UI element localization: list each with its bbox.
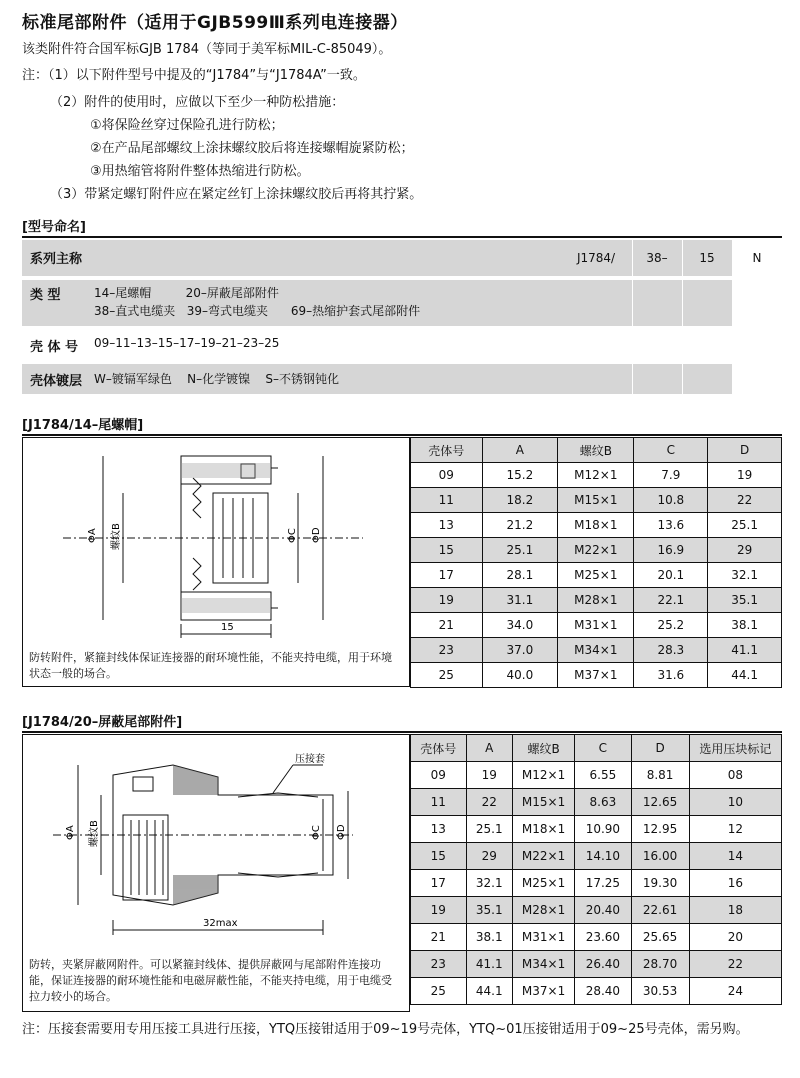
table-cell: 37.0 bbox=[482, 638, 558, 663]
intro-text: 该类附件符合国军标GJB 1784（等同于美军标MIL-C-85049）。 bbox=[22, 42, 392, 57]
table-cell: M15×1 bbox=[558, 488, 634, 513]
table-cell: 11 bbox=[411, 488, 483, 513]
dim-d-label: ΦD bbox=[336, 824, 347, 840]
table-cell: 09 bbox=[411, 762, 467, 789]
table-cell: 29 bbox=[466, 843, 512, 870]
table-row bbox=[411, 613, 782, 638]
type-values: 14–尾螺帽 20–屏蔽尾部附件 38–直式电缆夹 39–弯式电缆夹 69–热缩护套式尾部附件 bbox=[94, 286, 421, 318]
type-label: 类 型 bbox=[30, 288, 61, 303]
table-cell: 09 bbox=[411, 463, 483, 488]
table-cell: 25.1 bbox=[466, 816, 512, 843]
table-cell: M22×1 bbox=[558, 538, 634, 563]
table-cell: 18.2 bbox=[482, 488, 558, 513]
table-cell: 21 bbox=[411, 924, 467, 951]
table-cell: M37×1 bbox=[558, 663, 634, 688]
table-row bbox=[411, 978, 782, 1005]
table-cell: M28×1 bbox=[512, 897, 574, 924]
table-cell: 28.3 bbox=[634, 638, 708, 663]
column-header: 壳体号 bbox=[411, 438, 483, 463]
table-cell: 28.70 bbox=[631, 951, 689, 978]
table-cell: 14.10 bbox=[575, 843, 631, 870]
table-cell: 17 bbox=[411, 563, 483, 588]
table-cell: 40.0 bbox=[482, 663, 558, 688]
table-cell: 41.1 bbox=[708, 638, 782, 663]
table-cell: M12×1 bbox=[558, 463, 634, 488]
table-row bbox=[411, 816, 782, 843]
section2-drawing-box bbox=[22, 734, 410, 1012]
shield-drawing bbox=[23, 735, 408, 945]
note-2: （2）附件的使用时，应做以下至少一种防松措施： bbox=[50, 95, 345, 110]
table-cell: 25 bbox=[411, 978, 467, 1005]
table-cell: 25.1 bbox=[708, 513, 782, 538]
table-cell: 16 bbox=[689, 870, 781, 897]
note-3: （3）带紧定螺钉附件应在紧定丝钉上涂抹螺纹胶后再将其拧紧。 bbox=[50, 187, 423, 202]
plating-row bbox=[22, 370, 732, 389]
section1-caption: 防转附件，紧箍封线体保证连接器的耐环境性能，不能夹持电缆，用于环境状态一般的场合。 bbox=[29, 651, 392, 680]
code-type: 38– bbox=[646, 251, 668, 265]
naming-rule bbox=[22, 236, 782, 238]
column-header: A bbox=[482, 438, 558, 463]
table-cell: 28.1 bbox=[482, 563, 558, 588]
table-row bbox=[411, 897, 782, 924]
table-row bbox=[411, 870, 782, 897]
table-cell: 10.90 bbox=[575, 816, 631, 843]
table-cell: 22.61 bbox=[631, 897, 689, 924]
table-cell: 28.40 bbox=[575, 978, 631, 1005]
section2-table bbox=[410, 734, 782, 1005]
table-header-row bbox=[411, 735, 782, 762]
table-cell: M31×1 bbox=[558, 613, 634, 638]
column-header: D bbox=[708, 438, 782, 463]
table-cell: M34×1 bbox=[512, 951, 574, 978]
note-1: 注：（1）以下附件型号中提及的“J1784”与“J1784A”一致。 bbox=[22, 68, 366, 83]
table-row bbox=[411, 588, 782, 613]
table-cell: 13 bbox=[411, 816, 467, 843]
table-cell: 20.1 bbox=[634, 563, 708, 588]
table-cell: 17.25 bbox=[575, 870, 631, 897]
section1-heading: [J1784/14–尾螺帽] bbox=[22, 418, 144, 433]
table-cell: M34×1 bbox=[558, 638, 634, 663]
table-cell: 7.9 bbox=[634, 463, 708, 488]
dim-d-label: ΦD bbox=[311, 527, 322, 543]
table-cell: 6.55 bbox=[575, 762, 631, 789]
table-cell: 24 bbox=[689, 978, 781, 1005]
table-cell: 34.0 bbox=[482, 613, 558, 638]
page-title: 标准尾部附件（适用于GJB599Ⅲ系列电连接器） bbox=[22, 13, 408, 33]
table-cell: 29 bbox=[708, 538, 782, 563]
series-label: 系列主称 bbox=[30, 252, 83, 267]
plating-label: 壳体镀层 bbox=[30, 374, 83, 389]
table-cell: M28×1 bbox=[558, 588, 634, 613]
note-2-item-1: ①将保险丝穿过保险孔进行防松； bbox=[90, 118, 284, 133]
table-cell: 12.65 bbox=[631, 789, 689, 816]
table-row bbox=[411, 538, 782, 563]
section1-table bbox=[410, 437, 782, 688]
table-cell: 17 bbox=[411, 870, 467, 897]
table-cell: 35.1 bbox=[466, 897, 512, 924]
column-header: D bbox=[631, 735, 689, 762]
table-cell: 11 bbox=[411, 789, 467, 816]
column-header: 螺纹B bbox=[558, 438, 634, 463]
dim-b-label: 螺纹B bbox=[89, 820, 100, 847]
table-cell: M18×1 bbox=[512, 816, 574, 843]
table-cell: 08 bbox=[689, 762, 781, 789]
table-row bbox=[411, 762, 782, 789]
table-row bbox=[411, 488, 782, 513]
table-cell: 23.60 bbox=[575, 924, 631, 951]
table-row bbox=[411, 663, 782, 688]
footnote: 注：压接套需要用专用压接工具进行压接，YTQ压接钳适用于09~19号壳体，YTQ~01压接钳适用于09~25号壳体，需另购。 bbox=[22, 1022, 749, 1037]
table-cell: M22×1 bbox=[512, 843, 574, 870]
table-cell: 44.1 bbox=[708, 663, 782, 688]
table-cell: 20.40 bbox=[575, 897, 631, 924]
table-row bbox=[411, 463, 782, 488]
table-cell: 10 bbox=[689, 789, 781, 816]
table-cell: 19 bbox=[466, 762, 512, 789]
table-cell: M25×1 bbox=[512, 870, 574, 897]
table-cell: 10.8 bbox=[634, 488, 708, 513]
table-cell: 19 bbox=[708, 463, 782, 488]
section2-heading: [J1784/20–屏蔽尾部附件] bbox=[22, 715, 183, 730]
table-cell: 19 bbox=[411, 897, 467, 924]
table-cell: 12.95 bbox=[631, 816, 689, 843]
table-cell: 8.81 bbox=[631, 762, 689, 789]
table-cell: 21.2 bbox=[482, 513, 558, 538]
code-series: J1784/ bbox=[576, 251, 616, 265]
table-cell: 19.30 bbox=[631, 870, 689, 897]
table-cell: 30.53 bbox=[631, 978, 689, 1005]
table-cell: M15×1 bbox=[512, 789, 574, 816]
section1-rule bbox=[22, 434, 782, 436]
table-cell: 18 bbox=[689, 897, 781, 924]
table-cell: 20 bbox=[689, 924, 781, 951]
table-cell: 12 bbox=[689, 816, 781, 843]
table-cell: M12×1 bbox=[512, 762, 574, 789]
table-cell: 23 bbox=[411, 951, 467, 978]
table-cell: 14 bbox=[689, 843, 781, 870]
table-cell: 15.2 bbox=[482, 463, 558, 488]
table-cell: 15 bbox=[411, 843, 467, 870]
table-cell: 22 bbox=[689, 951, 781, 978]
table-cell: 31.6 bbox=[634, 663, 708, 688]
table-row bbox=[411, 951, 782, 978]
table-cell: 26.40 bbox=[575, 951, 631, 978]
table-cell: 13.6 bbox=[634, 513, 708, 538]
table-cell: 38.1 bbox=[466, 924, 512, 951]
table-cell: 16.00 bbox=[631, 843, 689, 870]
section1-drawing-box bbox=[22, 437, 410, 687]
table-cell: 44.1 bbox=[466, 978, 512, 1005]
table-cell: M25×1 bbox=[558, 563, 634, 588]
section2-caption: 防转，夹紧屏蔽网附件。可以紧箍封线体、提供屏蔽网与尾部附件连接功能，保证连接器的耐环境性能和电磁屏蔽性能，不能夹持电缆，用于电缆受拉力较小的场合。 bbox=[29, 958, 392, 1003]
dim-c-label: ΦC bbox=[287, 528, 298, 543]
shell-row bbox=[22, 336, 732, 355]
table-cell: 25.2 bbox=[634, 613, 708, 638]
table-row bbox=[411, 843, 782, 870]
code-shell: 15 bbox=[699, 251, 715, 265]
table-cell: 16.9 bbox=[634, 538, 708, 563]
table-row bbox=[411, 789, 782, 816]
dim-length-label: 32max bbox=[203, 918, 238, 929]
dim-a-label: ΦA bbox=[65, 825, 76, 840]
column-header: 壳体号 bbox=[411, 735, 467, 762]
table-row bbox=[411, 924, 782, 951]
table-row bbox=[411, 513, 782, 538]
shell-label: 壳 体 号 bbox=[30, 340, 79, 355]
table-cell: 38.1 bbox=[708, 613, 782, 638]
table-cell: 22 bbox=[708, 488, 782, 513]
table-cell: 32.1 bbox=[466, 870, 512, 897]
note-2-item-2: ②在产品尾部螺纹上涂抹螺纹胶后将连接螺帽旋紧防松； bbox=[90, 141, 414, 156]
note-2-item-3: ③用热缩管将附件整体热缩进行防松。 bbox=[90, 164, 310, 179]
table-cell: M18×1 bbox=[558, 513, 634, 538]
table-header-row bbox=[411, 438, 782, 463]
column-header: C bbox=[575, 735, 631, 762]
crimp-label: 压接套 bbox=[295, 754, 325, 765]
section2-rule bbox=[22, 731, 782, 733]
naming-heading: [型号命名] bbox=[22, 220, 86, 235]
type-row bbox=[22, 284, 732, 320]
table-cell: 32.1 bbox=[708, 563, 782, 588]
nut-drawing bbox=[23, 438, 408, 648]
table-cell: M37×1 bbox=[512, 978, 574, 1005]
dim-c-label: ΦC bbox=[311, 825, 322, 840]
table-cell: 19 bbox=[411, 588, 483, 613]
table-cell: M31×1 bbox=[512, 924, 574, 951]
table-cell: 8.63 bbox=[575, 789, 631, 816]
table-cell: 21 bbox=[411, 613, 483, 638]
table-cell: 31.1 bbox=[482, 588, 558, 613]
shell-values: 09–11–13–15–17–19–21–23–25 bbox=[94, 336, 280, 350]
code-plating: N bbox=[732, 240, 782, 276]
column-header: C bbox=[634, 438, 708, 463]
table-cell: 25.65 bbox=[631, 924, 689, 951]
table-cell: 22 bbox=[466, 789, 512, 816]
table-cell: 15 bbox=[411, 538, 483, 563]
dim-a-label: ΦA bbox=[87, 528, 98, 543]
plating-values: W–镀镉军绿色 N–化学镀镍 S–不锈钢钝化 bbox=[94, 372, 339, 386]
table-cell: 22.1 bbox=[634, 588, 708, 613]
dim-b-label: 螺纹B bbox=[111, 523, 122, 550]
table-cell: 23 bbox=[411, 638, 483, 663]
table-cell: 25.1 bbox=[482, 538, 558, 563]
dim-length-label: 15 bbox=[221, 622, 234, 633]
table-cell: 25 bbox=[411, 663, 483, 688]
column-header: 选用压块标记 bbox=[689, 735, 781, 762]
table-row bbox=[411, 563, 782, 588]
table-cell: 13 bbox=[411, 513, 483, 538]
column-header: 螺纹B bbox=[512, 735, 574, 762]
table-row bbox=[411, 638, 782, 663]
table-cell: 35.1 bbox=[708, 588, 782, 613]
column-header: A bbox=[466, 735, 512, 762]
table-cell: 41.1 bbox=[466, 951, 512, 978]
